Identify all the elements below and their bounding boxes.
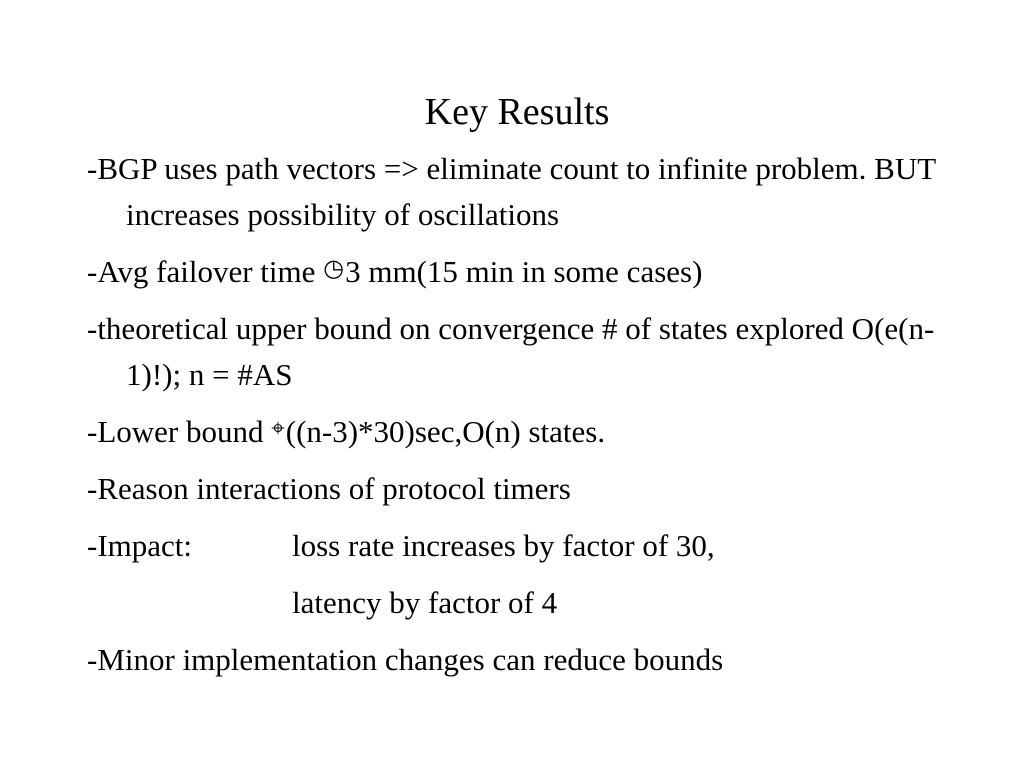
bullet-text-suffix: ((n-3)*30)sec,O(n) states. bbox=[285, 414, 606, 449]
crosshair-icon: ⌖ bbox=[271, 414, 285, 442]
bullet-text: -Reason interactions of protocol timers bbox=[87, 471, 571, 506]
bullet-item bbox=[87, 466, 957, 512]
bullet-item bbox=[87, 523, 957, 569]
impact-value-continued: latency by factor of 4 bbox=[292, 585, 558, 620]
bullet-item bbox=[87, 409, 957, 455]
bullet-text: -theoretical upper bound on convergence # of states explored O(e(n-1)!); n = #AS bbox=[87, 311, 935, 392]
bullet-text: -Avg failover time bbox=[87, 254, 324, 289]
bullet-text: -Lower bound bbox=[87, 414, 272, 449]
bullet-text: -Minor implementation changes can reduce bounds bbox=[87, 642, 724, 677]
bullet-text: -BGP uses path vectors => eliminate count to infinite problem. BUT increases possibility of oscillations bbox=[87, 151, 936, 232]
bullet-item bbox=[87, 637, 957, 683]
clock-icon: ◷ bbox=[323, 254, 345, 282]
bullet-item bbox=[87, 306, 957, 398]
bullet-item bbox=[87, 249, 957, 295]
impact-value: loss rate increases by factor of 30, bbox=[292, 528, 715, 563]
bullet-item bbox=[87, 580, 957, 626]
impact-label: -Impact: bbox=[87, 528, 193, 563]
bullet-list bbox=[87, 146, 957, 683]
bullet-item bbox=[87, 146, 957, 238]
bullet-text-suffix: 3 mm(15 min in some cases) bbox=[345, 254, 703, 289]
slide-title: Key Results bbox=[424, 91, 610, 133]
